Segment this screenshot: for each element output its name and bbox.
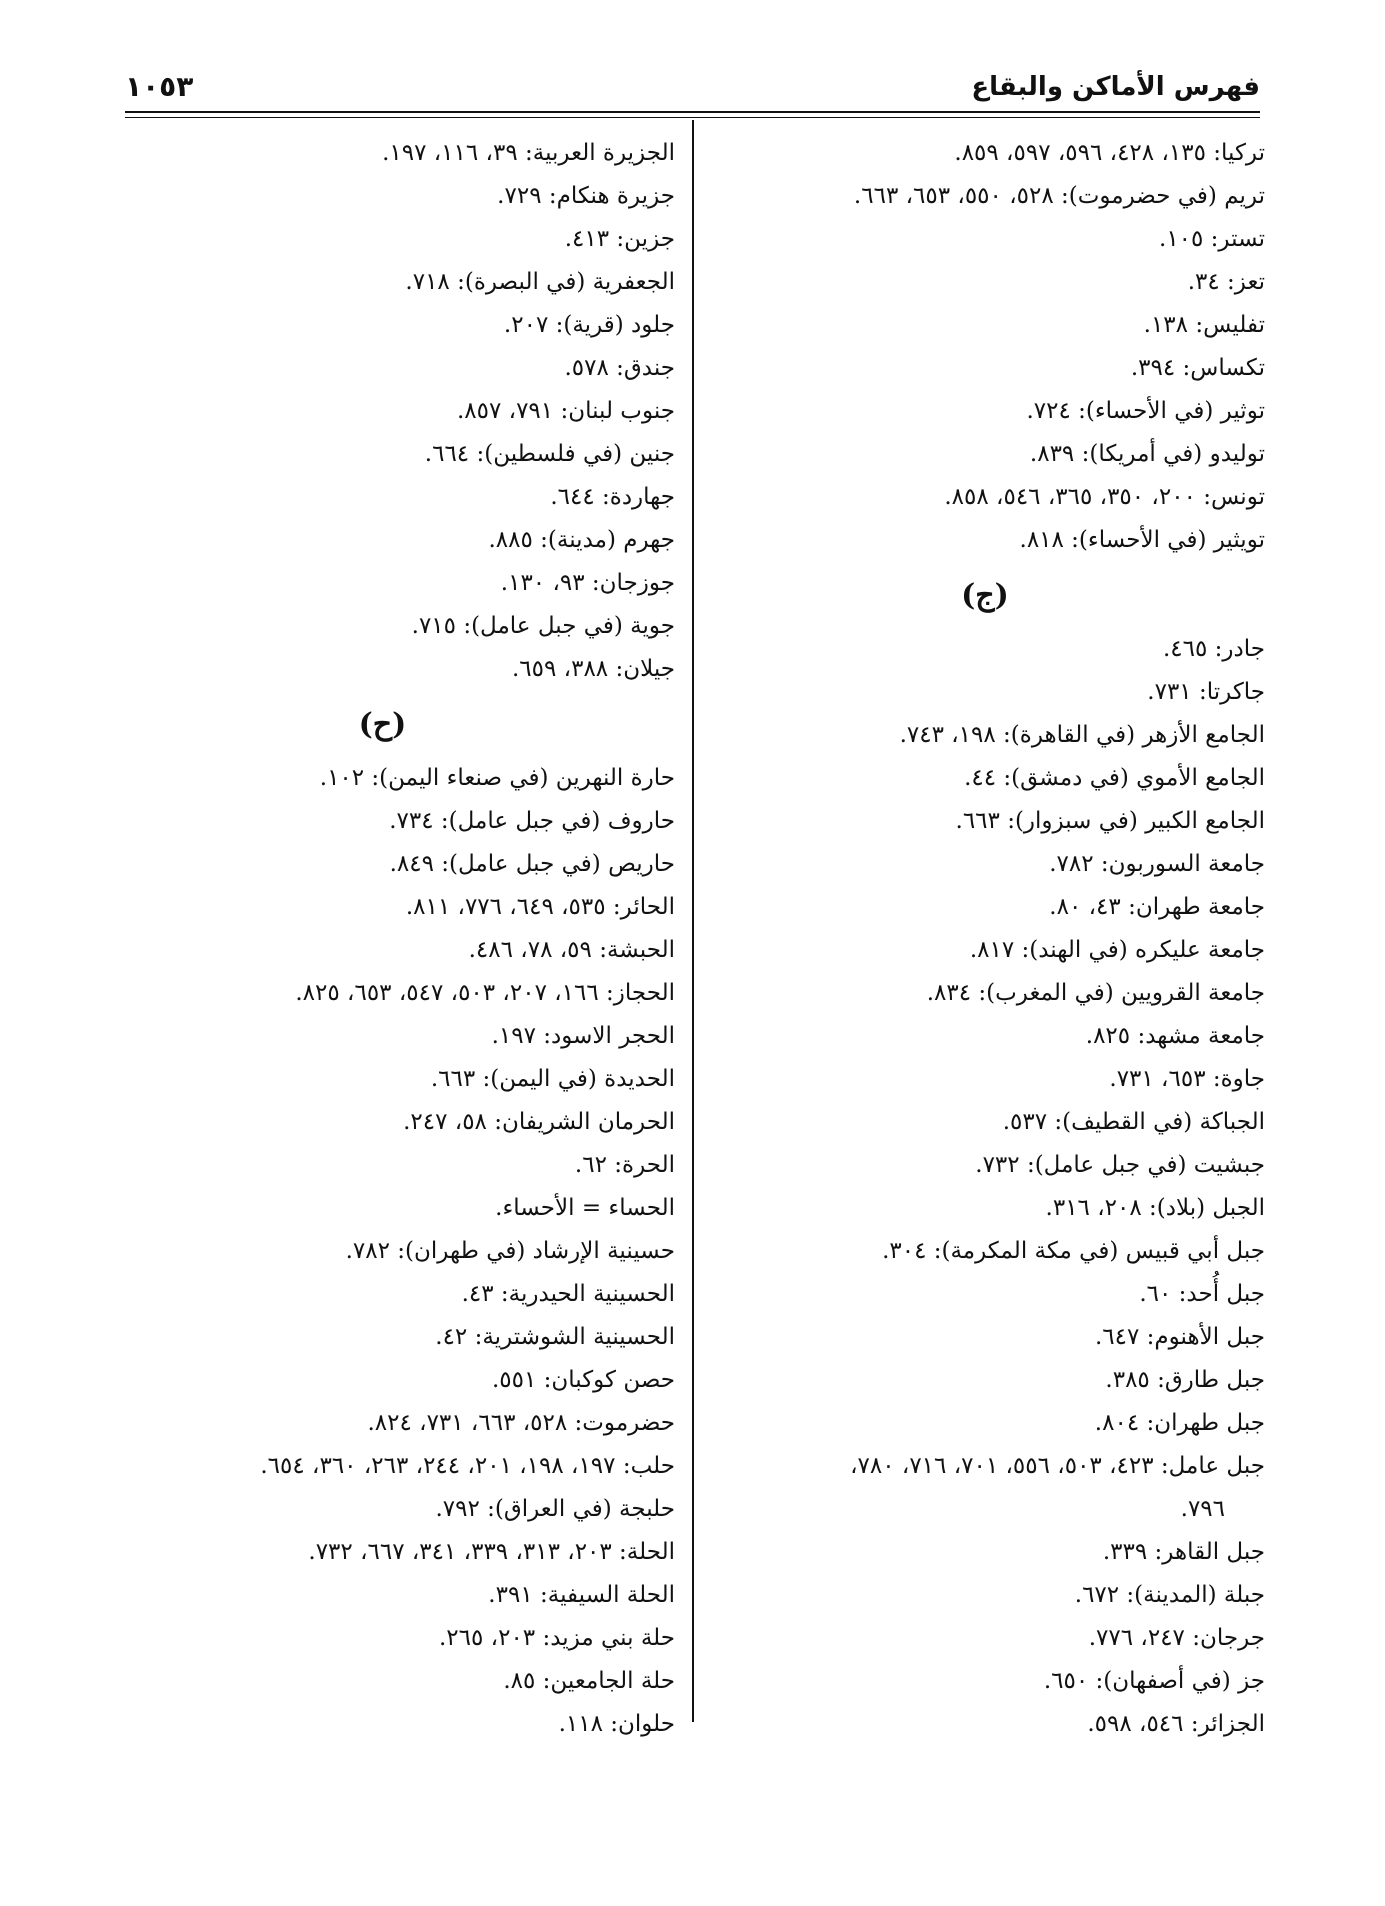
index-entry: جزيرة هنكام: ٧٢٩. [497,183,675,209]
index-entry: جبل القاهر: ٣٣٩. [1102,1539,1265,1565]
index-entry: توليدو (في أمريكا): ٨٣٩. [1029,441,1265,467]
index-entry: جندق: ٥٧٨. [564,355,675,381]
index-entry: حلة بني مزيد: ٢٠٣، ٢٦٥. [438,1625,675,1651]
index-entry: الحلة السيفية: ٣٩١. [488,1582,675,1608]
index-entry: الجبل (بلاد): ٢٠٨، ٣١٦. [1045,1195,1265,1221]
index-entry: جبل أبي قبيس (في مكة المكرمة): ٣٠٤. [882,1238,1265,1264]
index-entry: جبل طارق: ٣٨٥. [1105,1367,1265,1393]
index-entry: حسينية الإرشاد (في طهران): ٧٨٢. [345,1238,675,1264]
index-entry: حصن كوكبان: ٥٥١. [491,1367,675,1393]
header-rule-thin [125,117,1260,118]
index-entry: جوية (في جبل عامل): ٧١٥. [411,613,675,639]
index-entry: الحائر: ٥٣٥، ٦٤٩، ٧٧٦، ٨١١. [405,894,675,920]
index-entry: الحسينية الشوشترية: ٤٢. [435,1324,675,1350]
index-entry: الجزيرة العربية: ٣٩، ١١٦، ١٩٧. [382,140,675,166]
page-header [125,70,1260,110]
index-entry: حلوان: ١١٨. [558,1711,675,1737]
index-entry: حاروف (في جبل عامل): ٧٣٤. [389,808,675,834]
index-entry: الحرمان الشريفان: ٥٨، ٢٤٧. [403,1109,675,1135]
index-entry: تركيا: ١٣٥، ٤٢٨، ٥٩٦، ٥٩٧، ٨٥٩. [954,140,1265,166]
index-entry: جنين (في فلسطين): ٦٦٤. [424,441,675,467]
index-entry: جاوة: ٦٥٣، ٧٣١. [1109,1066,1265,1092]
index-entry: جامعة عليكره (في الهند): ٨١٧. [969,937,1265,963]
running-title: فهرس الأماكن والبقاع [971,72,1260,102]
index-entry: الحسينية الحيدرية: ٤٣. [461,1281,675,1307]
index-entry: الحرة: ٦٢. [574,1152,675,1178]
index-entry: جادر: ٤٦٥. [1162,636,1265,662]
index-entry: حلبجة (في العراق): ٧٩٢. [435,1496,675,1522]
index-entry: الجامع الأموي (في دمشق): ٤٤. [964,765,1265,791]
index-entry: جزين: ٤١٣. [564,226,675,252]
index-entry: الجامع الكبير (في سبزوار): ٦٦٣. [955,808,1265,834]
index-entry-continuation: ٧٩٦. [1180,1496,1225,1522]
index-entry: جامعة القرويين (في المغرب): ٨٣٤. [926,980,1265,1006]
column-divider [692,120,694,1722]
index-entry: تويثير (في الأحساء): ٨١٨. [1019,527,1265,553]
index-entry: تكساس: ٣٩٤. [1130,355,1265,381]
section-heading: (ح) [358,707,407,742]
index-entry: جبلة (المدينة): ٦٧٢. [1074,1582,1265,1608]
section-heading: (ج) [961,578,1009,613]
index-entry: الجعفرية (في البصرة): ٧١٨. [405,269,675,295]
index-entry: جرجان: ٢٤٧، ٧٧٦. [1088,1625,1265,1651]
index-entry: الحلة: ٢٠٣، ٣١٣، ٣٣٩، ٣٤١، ٦٦٧، ٧٣٢. [308,1539,675,1565]
page-number: ١٠٥٣ [125,70,194,103]
index-entry: جاكرتا: ٧٣١. [1147,679,1265,705]
index-entry: تعز: ٣٤. [1187,269,1265,295]
right-column [705,132,1265,1746]
index-entry: جامعة السوربون: ٧٨٢. [1049,851,1265,877]
index-entry: الحجر الاسود: ١٩٧. [491,1023,675,1049]
index-entry: الجامع الأزهر (في القاهرة): ١٩٨، ٧٤٣. [899,722,1265,748]
index-entry: حضرموت: ٥٢٨، ٦٦٣، ٧٣١، ٨٢٤. [367,1410,675,1436]
index-entry: الحبشة: ٥٩، ٧٨، ٤٨٦. [468,937,675,963]
index-entry: جبل أُحد: ٦٠. [1139,1281,1265,1307]
index-entry: الحجاز: ١٦٦، ٢٠٧، ٥٠٣، ٥٤٧، ٦٥٣، ٨٢٥. [295,980,675,1006]
index-entry: جامعة طهران: ٤٣، ٨٠. [1049,894,1265,920]
index-entry: جبل الأهنوم: ٦٤٧. [1094,1324,1265,1350]
index-entry: جبل طهران: ٨٠٤. [1094,1410,1265,1436]
index-entry: جلود (قرية): ٢٠٧. [503,312,675,338]
index-entry: الجباكة (في القطيف): ٥٣٧. [1002,1109,1265,1135]
index-entry: جنوب لبنان: ٧٩١، ٨٥٧. [456,398,675,424]
index-entry: حارة النهرين (في صنعاء اليمن): ١٠٢. [319,765,675,791]
index-entry: جبل عامل: ٤٢٣، ٥٠٣، ٥٥٦، ٧٠١، ٧١٦، ٧٨٠، [850,1453,1265,1479]
index-entry: جوزجان: ٩٣، ١٣٠. [500,570,675,596]
left-column [90,132,675,1746]
index-entry: جيلان: ٣٨٨، ٦٥٩. [511,656,675,682]
index-entry: تستر: ١٠٥. [1159,226,1265,252]
index-entry: جهاردة: ٦٤٤. [550,484,675,510]
index-entry: توثير (في الأحساء): ٧٢٤. [1026,398,1265,424]
index-entry: تفليس: ١٣٨. [1143,312,1265,338]
index-entry: الحساء = الأحساء. [495,1195,675,1221]
index-entry: جهرم (مدينة): ٨٨٥. [488,527,675,553]
index-entry: جامعة مشهد: ٨٢٥. [1085,1023,1265,1049]
index-entry: تريم (في حضرموت): ٥٢٨، ٥٥٠، ٦٥٣، ٦٦٣. [853,183,1265,209]
index-entry: الحديدة (في اليمن): ٦٦٣. [430,1066,675,1092]
index-entry: حلة الجامعين: ٨٥. [503,1668,675,1694]
index-entry: الجزائر: ٥٤٦، ٥٩٨. [1087,1711,1265,1737]
index-entry: حاريص (في جبل عامل): ٨٤٩. [389,851,675,877]
index-entry: حلب: ١٩٧، ١٩٨، ٢٠١، ٢٤٤، ٢٦٣، ٣٦٠، ٦٥٤. [260,1453,675,1479]
index-entry: تونس: ٢٠٠، ٣٥٠، ٣٦٥، ٥٤٦، ٨٥٨. [944,484,1265,510]
index-entry: جبشيت (في جبل عامل): ٧٣٢. [975,1152,1265,1178]
header-rule [125,111,1260,113]
index-entry: جز (في أصفهان): ٦٥٠. [1043,1668,1265,1694]
